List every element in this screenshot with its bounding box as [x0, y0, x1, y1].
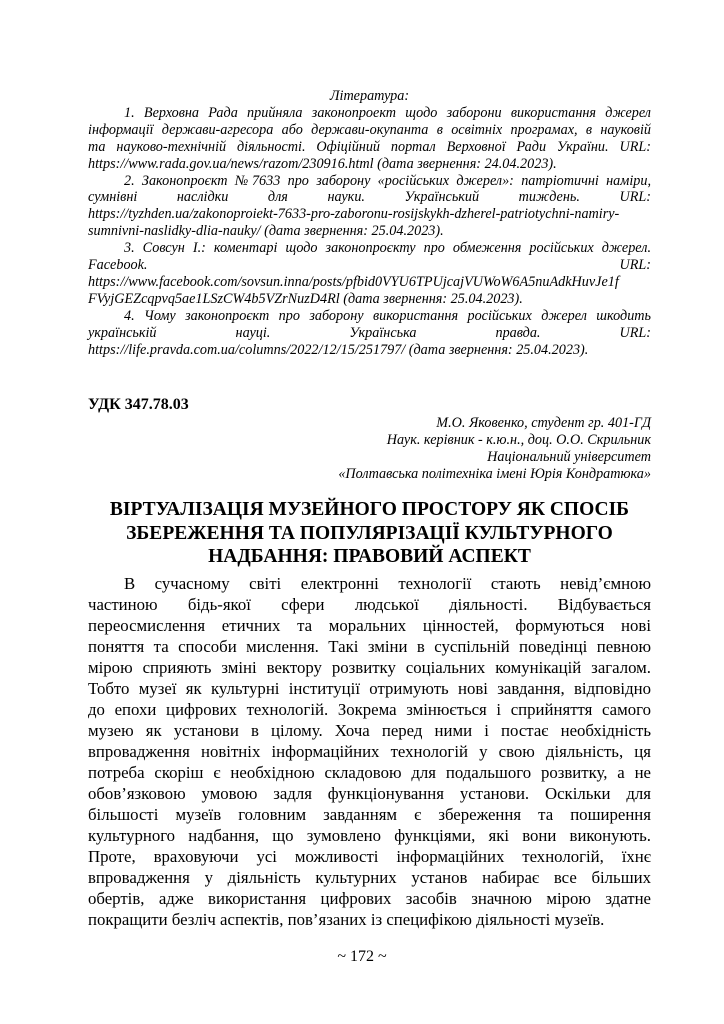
body-line: Проте, враховуючи усі можливості інформаційних технологій, їхнє [88, 847, 651, 866]
reference-line: FVyjGEZcqpvq5ae1LSzCW4b5VZrNuzD4Rl (дата звернення: 25.04.2023). [88, 290, 523, 307]
body-line: музею як установи в цілому. Хоча перед ними і постає необхідність [88, 721, 651, 740]
reference-item-1 [88, 105, 651, 173]
title-line: ВІРТУАЛІЗАЦІЯ МУЗЕЙНОГО ПРОСТОРУ ЯК СПОСІБ [109, 499, 630, 520]
reference-line: https://tyzhden.ua/zakonoproiekt-7633-pro-zaboronu-rosijskykh-dzherel-patriotychni-namiry- [88, 206, 620, 223]
author-line: М.О. Яковенко, студент гр. 401-ГД [436, 415, 651, 431]
institution-line: «Полтавська політехніка імені Юрія Кондратюка» [338, 466, 651, 482]
body-line: більшості музеїв головним завданням є збереження та поширення [88, 805, 651, 824]
body-line: потреба скоріш є необхідною складовою для подальшого розвитку, а не [88, 763, 651, 782]
body-line: впровадження новітніх інформаційних технологій у свою діяльність, ця [88, 742, 651, 761]
article-body [88, 573, 651, 930]
reference-line: https://www.facebook.com/sovsun.inna/posts/pfbid0VYU6TPUjcajVUWoW6A5nuAdkHuvJe1f [88, 273, 619, 290]
body-line: В сучасному світі електронні технології стають невід’ємною [124, 574, 651, 593]
author-block [338, 415, 651, 483]
reference-line: 3. Совсун І.: коментарі щодо законопроєкту про обмеження російських джерел. [124, 240, 651, 257]
reference-line: та науково-технічній діяльності. Офіційний портал Верховної Ради України. URL: [88, 138, 651, 155]
institution-line: Національний університет [487, 449, 651, 465]
reference-line: https://www.rada.gov.ua/news/razom/230916.html (дата звернення: 24.04.2023). [88, 155, 557, 172]
body-line: покращити безліч аспектів, пов’язаних із специфікою діяльності музеїв. [88, 910, 605, 929]
reference-line: sumnivni-naslidky-dlia-nauky/ (дата звернення: 25.04.2023). [88, 223, 444, 240]
body-line: впровадження у діяльність культурних установ набирає все більших [88, 868, 651, 887]
reference-item-4 [88, 308, 651, 359]
body-line: мірою сприяють зміні вектору розвитку соціальних комунікацій загалом. [88, 658, 651, 677]
title-line: НАДБАННЯ: ПРАВОВИЙ АСПЕКТ [208, 546, 531, 567]
title-line: ЗБЕРЕЖЕННЯ ТА ПОПУЛЯРІЗАЦІЇ КУЛЬТУРНОГО [126, 522, 613, 544]
body-line: переосмислення етичних та моральних цінностей, формуються нові [88, 616, 651, 635]
body-line: Тобто музеї як культурні інституції отримують нові завдання, відповідно [88, 679, 651, 698]
body-line: культурного надбання, що зумовлено функціями, які вони виконують. [88, 826, 651, 845]
reference-line: Facebook. URL: [88, 257, 651, 274]
reference-line: українській науці. Українська правда. URL: [88, 324, 651, 341]
supervisor-line: Наук. керівник - к.ю.н., доц. О.О. Скрильник [386, 432, 651, 448]
reference-line: сумнівні наслідки для науки. Український тиждень. URL: [88, 189, 651, 206]
references-title: Література: [329, 88, 410, 104]
body-line: поняття та способи мислення. Такі зміни в суспільній поведінці певною [88, 637, 651, 656]
reference-line: 1. Верховна Рада прийняла законопроект щодо заборони використання джерел [124, 104, 651, 121]
reference-item-3 [88, 240, 651, 308]
reference-line: https://life.pravda.com.ua/columns/2022/12/15/251797/ (дата звернення: 25.04.2023). [88, 341, 589, 358]
reference-line: інформації держави-агресора або держави-окупанта в освітніх програмах, в науковій [88, 121, 651, 138]
references-section [88, 88, 651, 359]
article-title [88, 498, 651, 569]
body-line: обов’язковою умовою задля функціонування установи. Оскільки для [88, 784, 651, 803]
body-line: частиною бідь-якої сфери людської діяльності. Відбувається [88, 595, 651, 614]
page-number: ~ 172 ~ [337, 948, 387, 965]
body-line: до епохи цифрових технологій. Зокрема змінюється і сприйняття самого [88, 700, 651, 719]
reference-line: 2. Законопроєкт №7633 про заборону «російських джерел»: патріотичні наміри, [124, 172, 651, 189]
reference-line: 4. Чому законопроєкт про заборону використання російських джерел шкодить [124, 307, 651, 324]
reference-item-2 [88, 173, 651, 241]
udk-code: УДК 347.78.03 [88, 396, 189, 413]
body-line: обертів, адже використання цифрових засобів значною мірою здатне [88, 889, 651, 908]
